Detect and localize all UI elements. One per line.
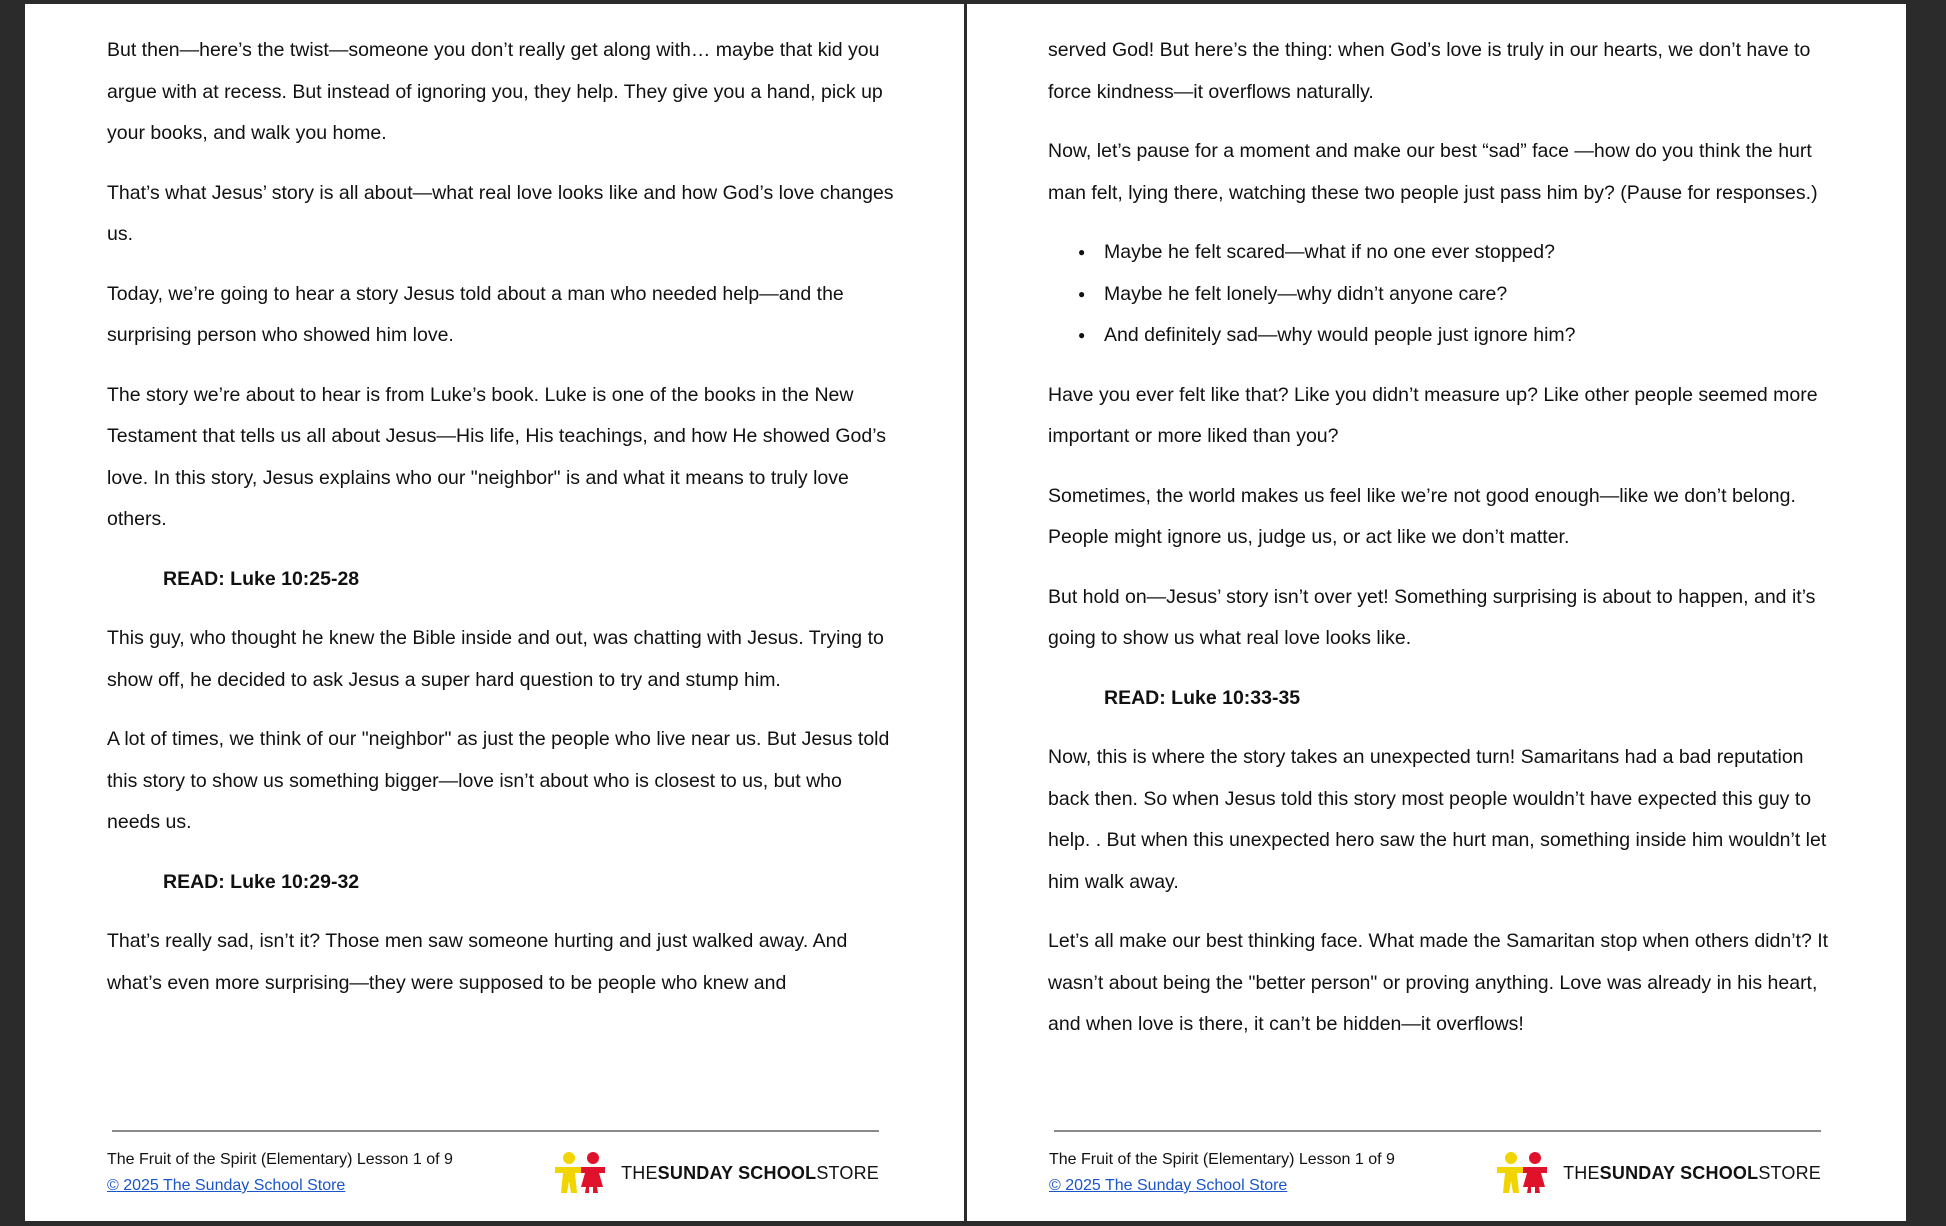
paragraph: Now, this is where the story takes an unexpected turn! Samaritans had a bad reputation back then. So when Jesus told this story most people wouldn’t have expected this guy to help. . But when this unexpected hero saw the hurt man, something inside him wouldn’t let him walk away. — [1048, 746, 1827, 893]
document-page-right — [967, 4, 1906, 1221]
paragraph: served God! But here’s the thing: when God’s love is truly in our hearts, we don’t have to force kindness—it overflows naturally. — [1048, 39, 1811, 103]
footer-info — [1049, 1147, 1395, 1199]
brand-logo — [1495, 1151, 1821, 1195]
paragraph: But hold on—Jesus’ story isn’t over yet! Something surprising is about to happen, and it’s going to show us what real love looks like. — [1048, 585, 1816, 649]
brand-text-strong: SUNDAY SCHOOL — [657, 1162, 817, 1183]
lesson-label: The Fruit of the Spirit (Elementary) Lesson 1 of 9 — [1049, 1151, 1395, 1168]
read-heading: READ: Luke 10:25-28 — [163, 567, 360, 590]
paragraph: Have you ever felt like that? Like you didn’t measure up? Like other people seemed more important or more liked than you? — [1048, 383, 1818, 447]
list-item: ● And definitely sad—why would people just ignore him? — [1104, 315, 1838, 357]
paragraph: Today, we’re going to hear a story Jesus told about a man who needed help—and the surprising person who showed him love. — [107, 282, 844, 346]
read-heading: READ: Luke 10:29-32 — [163, 870, 360, 893]
list-item: ● Maybe he felt scared—what if no one ever stopped? — [1104, 232, 1838, 274]
copyright-link[interactable]: © 2025 The Sunday School Store — [1049, 1177, 1288, 1194]
footer-divider — [1054, 1130, 1821, 1132]
brand-text-pre: THE — [621, 1162, 658, 1183]
paragraph: That’s what Jesus’ story is all about—what real love looks like and how God’s love changes us. — [107, 181, 894, 245]
footer-info — [107, 1147, 453, 1199]
sunday-school-people-icon — [1495, 1151, 1555, 1195]
paragraph: Now, let’s pause for a moment and make our best “sad” face —how do you think the hurt man felt, lying there, watching these two people just pass him by? (Pause for responses.) — [1048, 140, 1818, 204]
list-item: ● Maybe he felt lonely—why didn’t anyone care? — [1104, 274, 1838, 316]
paragraph: Let’s all make our best thinking face. What made the Samaritan stop when others didn’t? It wasn’t about being the "better person" or proving anything. Love was already in his heart, and when love is there, it can’t be hidden—it overflows! — [1048, 930, 1829, 1035]
page-body — [107, 30, 897, 1022]
paragraph: That’s really sad, isn’t it? Those men saw someone hurting and just walked away. And what’s even more surprising—they were supposed to be people who knew and — [107, 930, 848, 994]
page-body — [1048, 30, 1838, 1064]
read-heading: READ: Luke 10:33-35 — [1104, 686, 1301, 709]
sunday-school-people-icon — [553, 1151, 613, 1195]
bullet-list — [1048, 232, 1838, 357]
brand-text-strong: SUNDAY SCHOOL — [1599, 1162, 1759, 1183]
copyright-link[interactable]: © 2025 The Sunday School Store — [107, 1177, 346, 1194]
brand-text-post: STORE — [1758, 1162, 1821, 1183]
brand-text-pre: THE — [1563, 1162, 1600, 1183]
paragraph: Sometimes, the world makes us feel like we’re not good enough—like we don’t belong. People might ignore us, judge us, or act like we don’t matter. — [1048, 484, 1796, 548]
paragraph: This guy, who thought he knew the Bible inside and out, was chatting with Jesus. Trying to show off, he decided to ask Jesus a super hard question to try and stump him. — [107, 627, 884, 691]
footer-divider — [112, 1130, 879, 1132]
document-page-left — [25, 4, 964, 1221]
brand-text-post: STORE — [816, 1162, 879, 1183]
paragraph: But then—here’s the twist—someone you don’t really get along with… maybe that kid you argue with at recess. But instead of ignoring you, they help. They give you a hand, pick up your books, and walk you home. — [107, 39, 883, 144]
brand-logo — [553, 1151, 879, 1195]
lesson-label: The Fruit of the Spirit (Elementary) Lesson 1 of 9 — [107, 1151, 453, 1168]
paragraph: A lot of times, we think of our "neighbor" as just the people who live near us. But Jesus told this story to show us something bigger—love isn’t about who is closest to us, but who needs us. — [107, 728, 890, 833]
paragraph: The story we’re about to hear is from Luke’s book. Luke is one of the books in the New Testament that tells us all about Jesus—His life, His teachings, and how He showed God’s love. In this story, Jesus explains who our "neighbor" is and what it means to truly love others. — [107, 383, 886, 530]
